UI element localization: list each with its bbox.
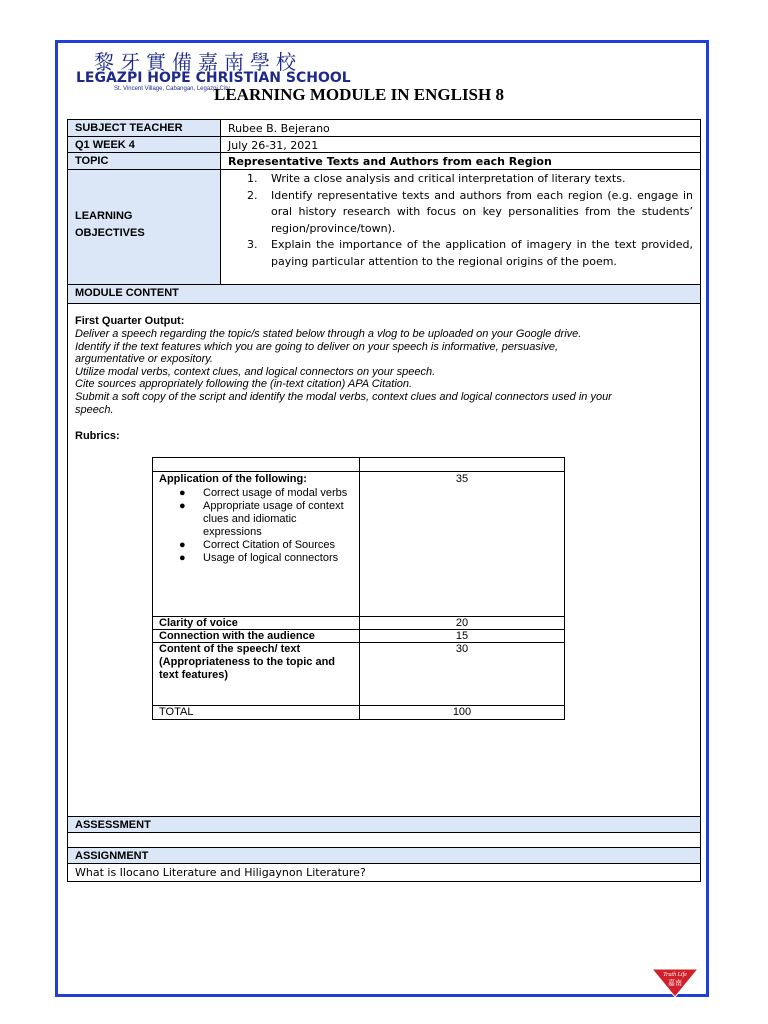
- module-content-body: [68, 304, 700, 816]
- school-chinese-name: 黎牙實備嘉南學校: [94, 50, 302, 74]
- svg-text:Truth Life: Truth Life: [663, 972, 687, 978]
- assessment-label: ASSESSMENT: [68, 816, 700, 833]
- module-content-label: MODULE CONTENT: [68, 285, 700, 304]
- content-label: Content of the speech/ text: [159, 643, 301, 655]
- rubric-row-connection: [153, 630, 564, 643]
- rubric-bullet: ● Correct Citation of Sources: [179, 539, 336, 551]
- week-row: [68, 137, 700, 153]
- rubric-header-row: [153, 458, 564, 472]
- rubric-table: [152, 457, 565, 720]
- application-label: Application of the following:: [159, 473, 307, 485]
- school-logo: [651, 968, 699, 1003]
- topic-row: [68, 153, 700, 170]
- assessment-body: [68, 833, 700, 848]
- content-points: 30: [455, 643, 469, 655]
- total-points: 100: [452, 706, 472, 718]
- objectives-row: [68, 170, 700, 285]
- application-points: 35: [455, 473, 469, 485]
- objectives-list: [247, 171, 693, 271]
- clarity-points: 20: [455, 617, 469, 629]
- assignment-question: What is Ilocano Literature and Hiligaynon Literature?: [75, 866, 366, 879]
- school-address: St. Vincent Village, Cabangan, Legazpi City: [114, 86, 230, 92]
- assignment-label: ASSIGNMENT: [68, 848, 700, 864]
- objective-item: 2. Identify representative texts and authors from each region (e.g. engage in oral history research with focus on key personalities from the students’ region/province/town).: [247, 188, 693, 235]
- week-label: Q1 WEEK 4: [68, 137, 221, 152]
- week-value: July 26-31, 2021: [228, 139, 319, 152]
- school-name: LEGAZPI HOPE CHRISTIAN SCHOOL: [76, 70, 351, 86]
- rubric-bullet: ● Correct usage of modal verbs: [179, 487, 348, 499]
- content-sublabel: (Appropriateness to the topic and text features): [159, 656, 336, 681]
- rubric-row-content: [153, 643, 564, 706]
- rubric-bullet: ● Usage of logical connectors: [179, 552, 339, 564]
- application-bullets: [159, 487, 355, 565]
- total-label: TOTAL: [159, 706, 194, 718]
- output-heading: First Quarter Output:: [75, 315, 185, 327]
- teacher-label: SUBJECT TEACHER: [68, 120, 221, 136]
- connection-points: 15: [455, 630, 469, 642]
- rubrics-label: Rubrics:: [75, 430, 120, 442]
- objectives-label: LEARNING OBJECTIVES: [68, 170, 221, 284]
- module-title: LEARNING MODULE IN ENGLISH 8: [214, 85, 504, 104]
- svg-text:嘉南: 嘉南: [668, 979, 682, 987]
- rubric-row-clarity: [153, 617, 564, 630]
- connection-label: Connection with the audience: [159, 630, 315, 642]
- rubric-bullet: ● Appropriate usage of context clues and idiomatic expressions: [179, 500, 344, 538]
- rubric-row-application: [153, 472, 564, 617]
- topic-label: TOPIC: [68, 153, 221, 169]
- teacher-value: Rubee B. Bejerano: [228, 122, 330, 135]
- clarity-label: Clarity of voice: [159, 617, 238, 629]
- output-instructions: Deliver a speech regarding the topic/s stated below through a vlog to be uploaded on your Google drive. Identify if the text features which you are going to deliver on your speech is informative, persuasive, argumentative or expository. Utilize modal verbs, context clues, and logical connectors on your speech. Cite sources appropriately following the (in-text citation) APA Citation. Submit a soft copy of the script and identify the modal verbs, context clues and logical connectors used in your speech.: [75, 328, 612, 416]
- objective-item: 1. Write a close analysis and critical interpretation of literary texts.: [247, 172, 626, 185]
- topic-value: Representative Texts and Authors from each Region: [228, 155, 552, 168]
- module-table: [67, 119, 701, 882]
- objective-item: 3. Explain the importance of the application of imagery in the text provided, paying particular attention to the regional origins of the poem.: [247, 238, 693, 268]
- teacher-row: [68, 120, 700, 137]
- rubric-row-total: [153, 706, 564, 719]
- objectives-cell: [221, 170, 700, 284]
